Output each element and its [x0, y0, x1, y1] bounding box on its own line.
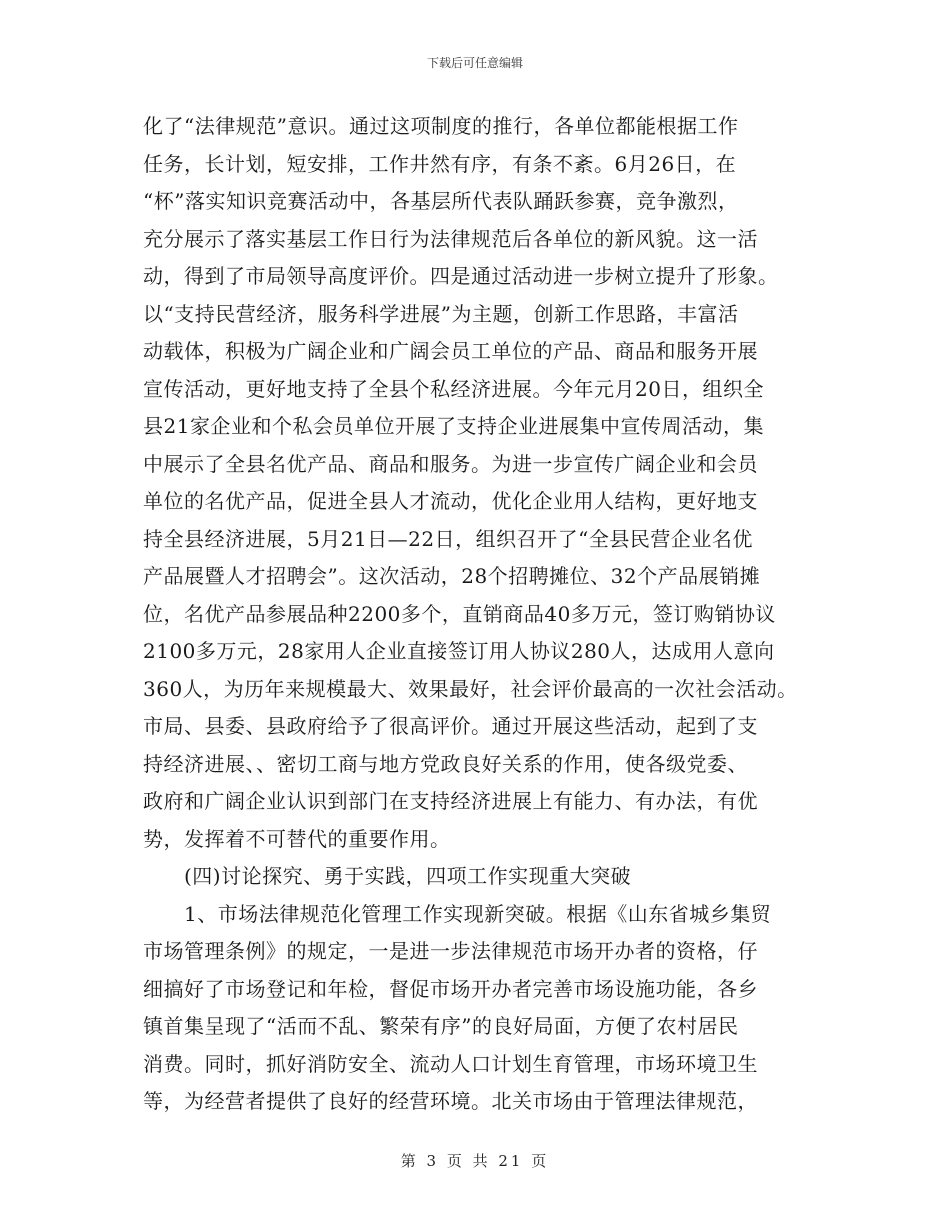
text-line: 1、市场法律规范化管理工作实现新突破。根据《山东省城乡集贸 — [143, 901, 772, 926]
text-line: 以“支持民营经济，服务科学进展”为主题，创新工作思路，丰富活 — [143, 301, 739, 326]
text-line: 任务，长计划，短安排，工作井然有序，有条不紊。6月26日，在 — [143, 151, 737, 176]
text-line: 消费。同时，抓好消防安全、流动人口计划生育管理，市场环境卫生 — [143, 1051, 758, 1076]
text-line: 持全县经济进展，5月21日—22日，组织召开了“全县民营企业名优 — [143, 526, 753, 551]
text-line: 县21家企业和个私会员单位开展了支持企业进展集中宣传周活动，集 — [143, 414, 764, 438]
text-line: 动载体，积极为广阔企业和广阔会员工单位的产品、商品和服务开展 — [143, 339, 758, 363]
text-line: 360人，为历年来规模最大、效果最好，社会评价最高的一次社会活动。 — [143, 676, 798, 701]
text-line: 势，发挥着不可替代的重要作用。 — [143, 826, 451, 851]
text-line: 持经济进展、、密切工商与地方党政良好关系的作用，使各级党委、 — [143, 751, 748, 776]
text-line: 中展示了全县名优产品、商品和服务。为进一步宣传广阔企业和会员 — [143, 451, 758, 476]
document-body — [143, 108, 833, 1121]
text-line: 宣传活动，更好地支持了全县个私经济进展。今年元月20日，组织全 — [143, 376, 764, 401]
text-line: 镇首集呈现了“活而不乱、繁荣有序”的良好局面，方便了农村居民 — [143, 1014, 739, 1038]
page-number: 第 3 页 共 21 页 — [400, 1152, 550, 1170]
text-line: 充分展示了落实基层工作日行为法律规范后各单位的新风貌。这一活 — [143, 226, 758, 251]
text-line: 产品展暨人才招聘会”。这次活动，28个招聘摊位、32个产品展销摊 — [143, 564, 761, 588]
section-heading: (四)讨论探究、勇于实践，四项工作实现重大突破 — [143, 864, 632, 888]
text-line: 政府和广阔企业认识到部门在支持经济进展上有能力、有办法，有优 — [143, 789, 758, 813]
text-line: “杯”落实知识竞赛活动中，各基层所代表队踊跃参赛，竞争激烈， — [143, 189, 739, 213]
text-line: 2100多万元，28家用人企业直接签订用人协议280人，达成用人意向 — [143, 639, 775, 663]
text-line: 化了“法律规范”意识。通过这项制度的推行，各单位都能根据工作 — [143, 114, 739, 138]
text-line: 单位的名优产品，促进全县人才流动，优化企业用人结构，更好地支 — [143, 489, 758, 513]
page-header: 下载后可任意编辑 — [426, 56, 523, 70]
text-line: 位，名优产品参展品种2200多个，直销商品40多万元，签订购销协议 — [143, 601, 776, 626]
text-line: 等，为经营者提供了良好的经营环境。北关市场由于管理法律规范， — [143, 1089, 758, 1113]
text-line: 市局、县委、县政府给予了很高评价。通过开展这些活动，起到了支 — [143, 714, 758, 738]
text-line: 市场管理条例》的规定，一是进一步法律规范市场开办者的资格，仔 — [143, 939, 758, 963]
text-line: 细搞好了市场登记和年检，督促市场开办者完善市场设施功能，各乡 — [143, 976, 758, 1001]
text-line: 动，得到了市局领导高度评价。四是通过活动进一步树立提升了形象。 — [143, 264, 779, 288]
